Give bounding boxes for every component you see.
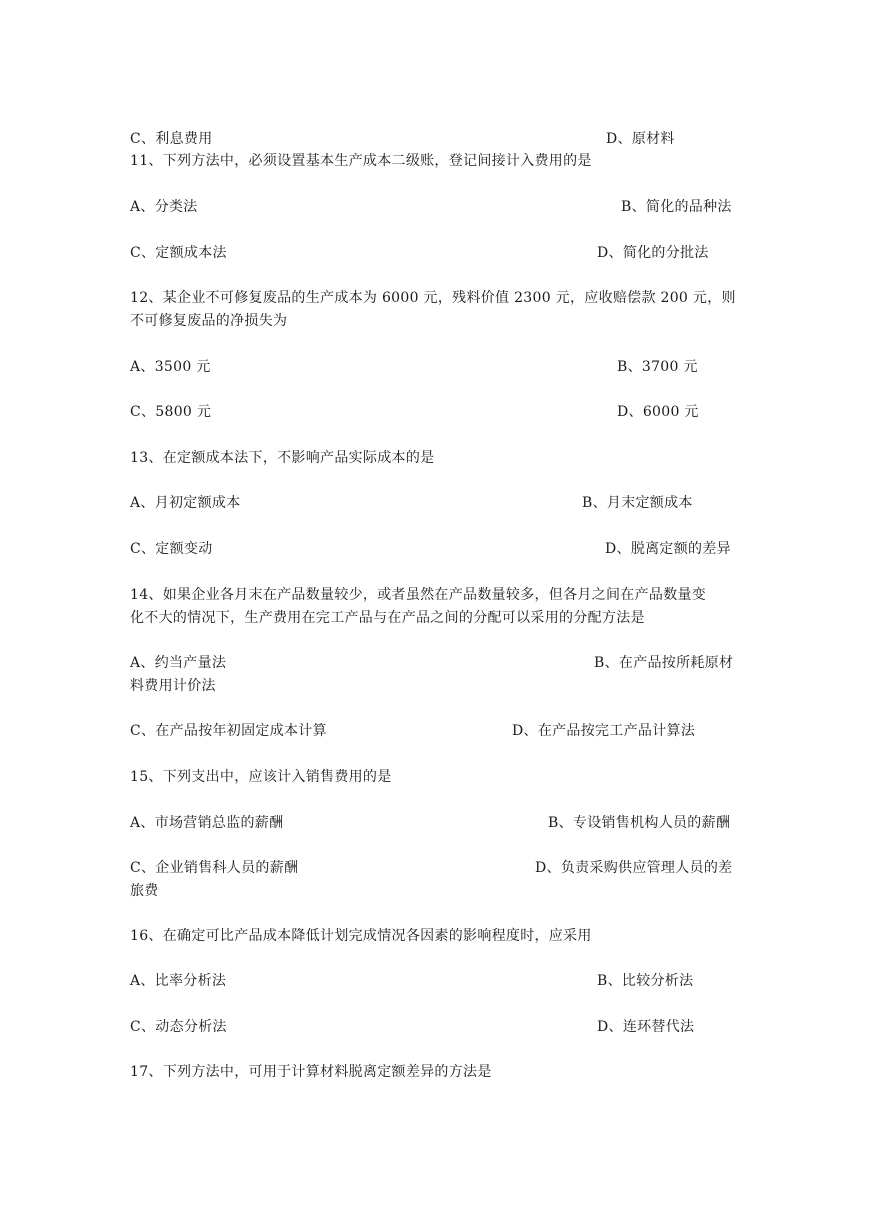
q11-option-c: C、定额成本法	[130, 245, 227, 261]
q15-option-c: C、企业销售科人员的薪酬	[130, 860, 299, 876]
q12-stem-line2: 不可修复废品的净损失为	[130, 313, 288, 329]
q13-option-a: A、月初定额成本	[130, 495, 241, 511]
q12-option-a: A、3500 元	[130, 359, 211, 375]
q12-option-d: D、6000 元	[617, 404, 699, 420]
q14-option-d: D、在产品按完工产品计算法	[512, 723, 696, 739]
q14-option-b-continued: 料费用计价法	[130, 678, 216, 694]
q14-option-b: B、在产品按所耗原材	[594, 655, 734, 671]
q11-option-b: B、简化的品种法	[621, 199, 732, 215]
q16-option-a: A、比率分析法	[130, 973, 227, 989]
q16-option-b: B、比较分析法	[597, 973, 694, 989]
q13-option-d: D、脱离定额的差异	[605, 541, 731, 557]
q11-stem: 11、下列方法中，必须设置基本生产成本二级账，登记间接计入费用的是	[130, 153, 592, 169]
q14-option-a: A、约当产量法	[130, 655, 227, 671]
q15-option-d-continued: 旅费	[130, 883, 159, 899]
q14-stem-line1: 14、如果企业各月末在产品数量较少，或者虽然在产品数量较多，但各月之间在产品数量变	[130, 587, 707, 603]
q10-option-d: D、原材料	[606, 131, 675, 147]
q12-option-c: C、5800 元	[130, 404, 212, 420]
q15-stem: 15、下列支出中，应该计入销售费用的是	[130, 769, 392, 785]
q12-stem-line1: 12、某企业不可修复废品的生产成本为 6000 元，残料价值 2300 元，应收赔偿款 200 元，则	[130, 290, 736, 306]
q11-option-a: A、分类法	[130, 199, 198, 215]
q12-option-b: B、3700 元	[617, 359, 698, 375]
q15-option-a: A、市场营销总监的薪酬	[130, 815, 284, 831]
q17-stem: 17、下列方法中，可用于计算材料脱离定额差异的方法是	[130, 1064, 492, 1080]
q15-option-b: B、专设销售机构人员的薪酬	[548, 815, 731, 831]
q16-option-d: D、连环替代法	[597, 1019, 695, 1035]
q11-option-d: D、简化的分批法	[597, 245, 709, 261]
q14-stem-line2: 化不大的情况下，生产费用在完工产品与在产品之间的分配可以采用的分配方法是	[130, 610, 645, 626]
q10-option-c: C、利息费用	[130, 131, 213, 147]
q13-stem: 13、在定额成本法下，不影响产品实际成本的是	[130, 450, 435, 466]
q13-option-b: B、月末定额成本	[582, 495, 693, 511]
q16-option-c: C、动态分析法	[130, 1019, 227, 1035]
q13-option-c: C、定额变动	[130, 541, 213, 557]
q16-stem: 16、在确定可比产品成本降低计划完成情况各因素的影响程度时，应采用	[130, 928, 592, 944]
q15-option-d: D、负责采购供应管理人员的差	[535, 860, 733, 876]
q14-option-c: C、在产品按年初固定成本计算	[130, 723, 327, 739]
